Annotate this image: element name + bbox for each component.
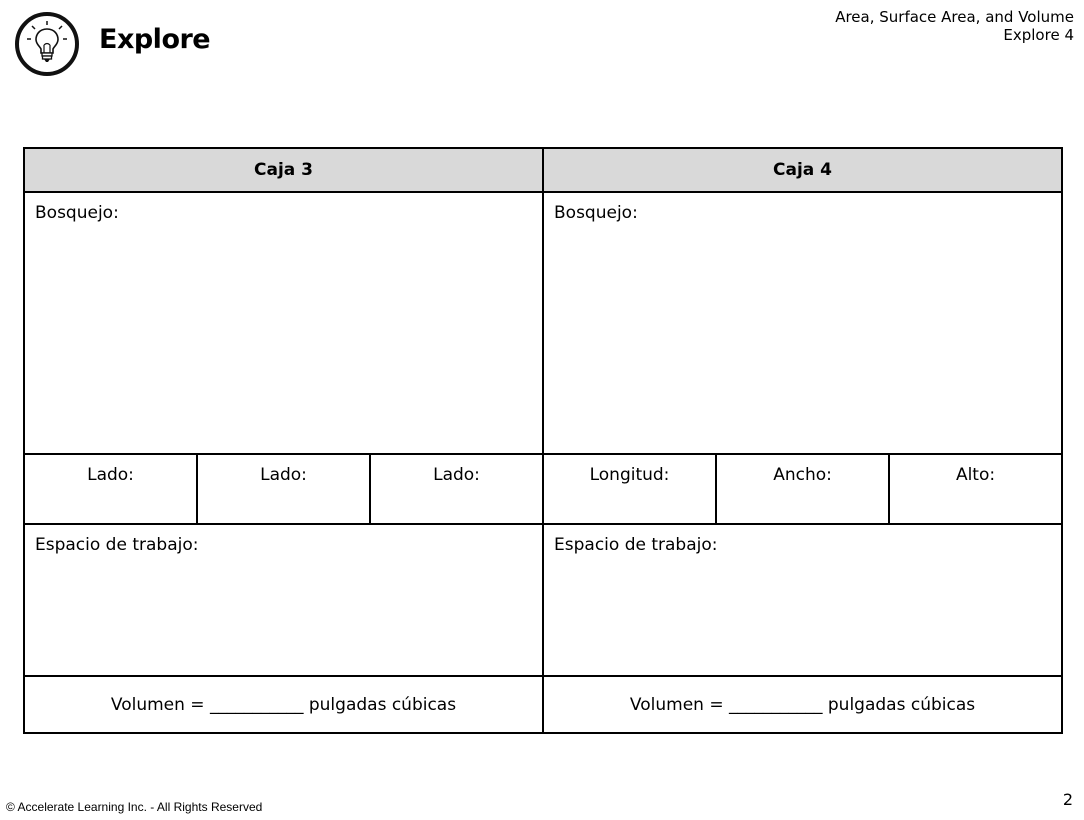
box-3-dim-2[interactable] [197,454,370,524]
box-3-workspace[interactable] [24,524,543,676]
section-title: Explore [99,24,211,55]
dimensions-row [24,454,1062,524]
worksheet-table [23,147,1063,734]
dim-label: Lado: [87,465,134,485]
sketch-row [24,192,1062,454]
box-4-volume[interactable]: Volumen = ___________ pulgadas cúbicas [543,676,1062,733]
course-title: Area, Surface Area, and Volume [835,8,1074,26]
box-4-title: Caja 4 [543,148,1062,192]
box-3-title: Caja 3 [24,148,543,192]
box-3-volume[interactable]: Volumen = ___________ pulgadas cúbicas [24,676,543,733]
dim-label: Lado: [433,465,480,485]
box-4-length[interactable] [543,454,716,524]
volume-row [24,676,1062,733]
activity-label: Explore 4 [1003,26,1074,44]
header-info [835,8,1074,44]
box-3-sketch-label: Bosquejo: [35,203,119,223]
box-3-sketch-area[interactable] [24,192,543,454]
box-4-width[interactable] [716,454,889,524]
box-4-sketch-area[interactable] [543,192,1062,454]
box-4-height[interactable] [889,454,1062,524]
table-header-row [24,148,1062,192]
workspace-row [24,524,1062,676]
dim-label: Lado: [260,465,307,485]
dim-label: Longitud: [589,465,670,485]
box-3-dim-1[interactable] [24,454,197,524]
box-4-workspace-label: Espacio de trabajo: [554,535,718,555]
dim-label: Ancho: [773,465,832,485]
dim-label: Alto: [955,465,996,485]
box-4-workspace[interactable] [543,524,1062,676]
page-number: 2 [1062,790,1073,809]
box-3-dim-3[interactable] [370,454,543,524]
lightbulb-icon [15,12,79,76]
copyright-notice: © Accelerate Learning Inc. - All Rights Reserved [6,800,263,814]
box-4-sketch-label: Bosquejo: [554,203,638,223]
box-3-workspace-label: Espacio de trabajo: [35,535,199,555]
